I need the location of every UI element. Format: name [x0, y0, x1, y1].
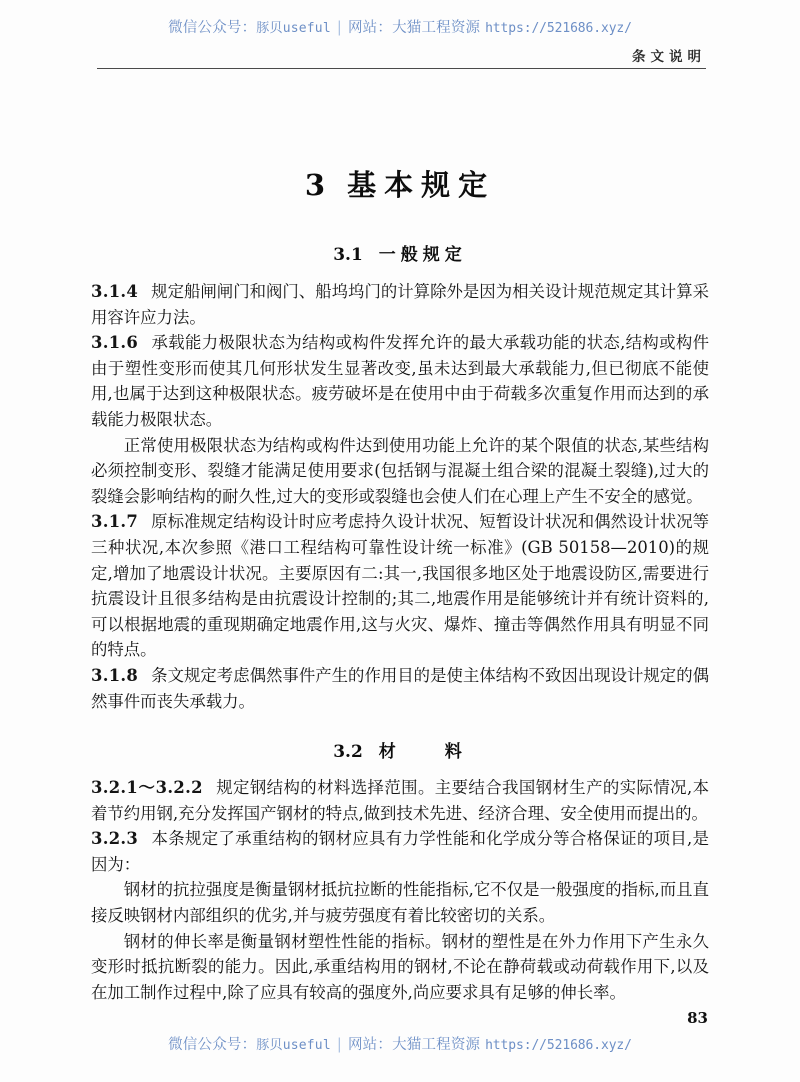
paragraph-3-1-4 [91, 279, 709, 330]
paragraph-tensile-strength: 钢材的抗拉强度是衡量钢材抵抗拉断的性能指标,它不仅是一般强度的指标,而且直接反映钢材内部组织的优劣,并与疲劳强度有着比较密切的关系。 [91, 880, 709, 925]
chapter-title [0, 163, 800, 204]
watermark-wechat-label-bottom: 微信公众号： [168, 1037, 257, 1053]
chapter-title-text: 基本规定 [347, 168, 496, 202]
clause-text-3-1-4: 规定船闸闸门和阀门、船坞坞门的计算除外是因为相关设计规范规定其计算采用容许应力法。 [91, 282, 709, 327]
clause-text-3-2-1: 规定钢结构的材料选择范围。主要结合我国钢材生产的实际情况,本着节约用钢,充分发挥国产钢材的特点,做到技术先进、经济合理、安全使用而提出的。 [91, 778, 709, 823]
clause-text-3-1-8: 条文规定考虑偶然事件产生的作用目的是使主体结构不致因出现设计规定的偶然事件而丧失承载力。 [91, 665, 709, 711]
clause-tag-3-1-7: 3.1.7 [91, 512, 139, 532]
clause-tag-3-2-1: 3.2.1～3.2.2 [91, 778, 203, 797]
watermark-bottom [0, 1033, 800, 1054]
clause-tag-3-1-6: 3.1.6 [91, 333, 139, 353]
header-rule [97, 68, 706, 69]
watermark-separator-bottom: | [336, 1037, 342, 1053]
watermark-url-bottom: https://521686.xyz/ [485, 1038, 632, 1053]
watermark-url: https://521686.xyz/ [485, 21, 632, 36]
section-number-3-2: 3.2 [333, 742, 363, 762]
watermark-site-name: 大猫工程资源 [392, 20, 481, 36]
running-head: 条文说明 [632, 49, 706, 65]
clause-text-3-1-7: 原标准规定结构设计时应考虑持久设计状况、短暂设计状况和偶然设计状况等三种状况,本次参照《港口工程结构可靠性设计统一标准》(GB 50158—2010)的规定,增加了地震设计状况。主要原因有二:其一,我国很多地区处于地震设防区,需要进行抗震设计且很多结构是由抗震设计控制的;其二,地震作用是能够统计并有统计资料的,可以根据地震的重现期确定地震作用,这与火灾、爆炸、撞击等偶然作用具有明显不同的特点。 [91, 512, 709, 660]
clause-text-3-1-6: 承载能力极限状态为结构或构件发挥允许的最大承载功能的状态,结构或构件由于塑性变形而使其几何形状发生显著改变,虽未达到最大承载能力,但已彻底不能使用,也属于达到这种极限状态。疲劳破坏是在使用中由于荷载多次重复作用而达到的承载能力极限状态。 [91, 333, 709, 429]
paragraph-elongation: 钢材的伸长率是衡量钢材塑性性能的指标。钢材的塑性是在外力作用下产生永久变形时抵抗断裂的能力。因此,承重结构用的钢材,不论在静荷载或动荷载作用下,以及在加工制作过程中,除了应具有较高的强度外,尚应要求具有足够的伸长率。 [91, 931, 709, 1002]
paragraph-3-1-6 [91, 330, 709, 432]
clause-text-3-2-3: 本条规定了承重结构的钢材应具有力学性能和化学成分等合格保证的项目,是因为： [91, 829, 709, 874]
watermark-wechat-label: 微信公众号： [168, 20, 257, 36]
watermark-site-name-bottom: 大猫工程资源 [392, 1037, 481, 1053]
section-title-3-1: 一般规定 [378, 245, 467, 265]
section-number-3-1: 3.1 [333, 245, 363, 265]
watermark-separator: | [336, 20, 342, 36]
body-text-block-lower [91, 775, 709, 1005]
watermark-site-label: 网站： [347, 20, 393, 36]
clause-tag-3-2-3: 3.2.3 [91, 829, 139, 849]
section-heading-3-2 [0, 737, 800, 762]
watermark-site-label-bottom: 网站： [347, 1037, 393, 1053]
paragraph-3-2-3 [91, 826, 709, 877]
section-title-3-2: 材 料 [378, 742, 467, 762]
watermark-wechat-name-bottom: 豚贝useful [256, 1038, 331, 1053]
watermark-top [0, 16, 800, 37]
paragraph-3-1-6-continued: 正常使用极限状态为结构或构件达到使用功能上允许的某个限值的状态,某些结构必须控制变形、裂缝才能满足使用要求(包括钢与混凝土组合梁的混凝土裂缝),过大的裂缝会影响结构的耐久性,过大的变形或裂缝也会使人们在心理上产生不安全的感觉。 [91, 435, 709, 506]
chapter-number: 3 [304, 168, 326, 202]
paragraph-3-2-1 [91, 775, 709, 826]
section-heading-3-1 [0, 240, 800, 265]
paragraph-3-1-7 [91, 509, 709, 663]
page-number: 83 [687, 1009, 708, 1027]
body-text-block-upper [91, 279, 709, 714]
watermark-wechat-name: 豚贝useful [256, 21, 331, 36]
clause-tag-3-1-4: 3.1.4 [91, 282, 139, 301]
clause-tag-3-1-8: 3.1.8 [91, 665, 139, 685]
paragraph-3-1-8 [91, 663, 709, 714]
